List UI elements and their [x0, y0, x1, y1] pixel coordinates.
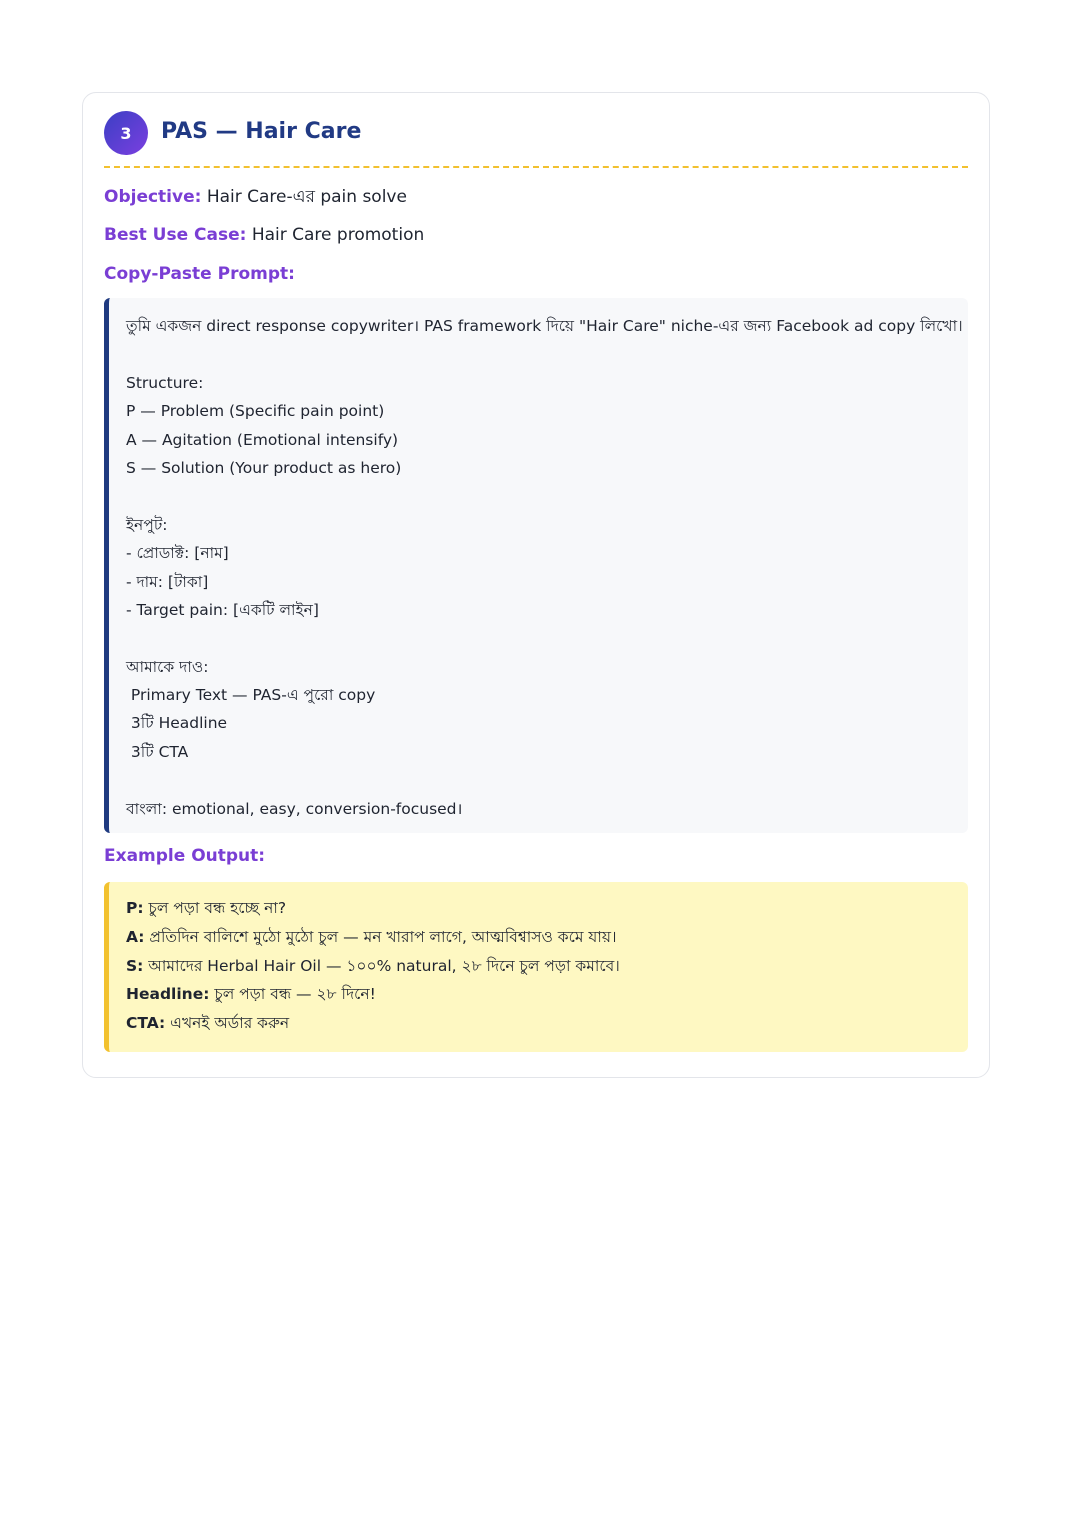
prompt-line: P — Problem (Specific pain point)	[126, 402, 385, 421]
dashed-divider	[104, 166, 968, 168]
best-use-case-value: Hair Care promotion	[251, 225, 425, 245]
example-text: এখনই অর্ডার করুন	[165, 1014, 290, 1033]
prompt-line	[126, 482, 952, 510]
card-number-badge: 3	[104, 111, 148, 155]
prompt-line: - দাম: [টাকা]	[126, 572, 209, 591]
example-text: আমাদের Herbal Hair Oil — ১০০% natural, ২৮ দিনে চুল পড়া কমাবে।	[143, 956, 620, 975]
prompt-line: S — Solution (Your product as hero)	[126, 458, 402, 477]
example-line-cta	[126, 1009, 952, 1038]
example-key: P:	[126, 899, 144, 917]
prompt-line: Primary Text — PAS-এ পুরো copy	[126, 686, 376, 705]
objective-label: Objective:	[104, 187, 202, 207]
prompt-box[interactable]	[104, 298, 968, 833]
example-text: চুল পড়া বন্ধ — ২৮ দিনে!	[209, 985, 376, 1004]
objective-line	[104, 185, 407, 209]
example-line-agitation	[126, 923, 952, 952]
objective-value: Hair Care-এর pain solve	[206, 187, 407, 207]
prompt-line	[126, 766, 952, 794]
prompt-line	[126, 340, 952, 368]
prompt-line: - প্রোডাক্ট: [নাম]	[126, 544, 229, 563]
prompt-line: - Target pain: [একটি লাইন]	[126, 600, 319, 619]
example-text: প্রতিদিন বালিশে মুঠো মুঠো চুল — মন খারাপ লাগে, আত্মবিশ্বাসও কমে যায়।	[144, 927, 617, 946]
example-key: CTA:	[126, 1014, 166, 1033]
prompt-line: বাংলা: emotional, easy, conversion-focused।	[126, 799, 463, 818]
example-section-label: Example Output:	[104, 846, 266, 866]
prompt-line: Structure:	[126, 373, 204, 392]
example-line-headline	[126, 980, 952, 1009]
best-use-case-label: Best Use Case:	[104, 225, 247, 245]
example-text: চুল পড়া বন্ধ হচ্ছে না?	[143, 899, 287, 917]
example-key: A:	[126, 927, 145, 946]
example-line-solution	[126, 952, 952, 981]
prompt-line: তুমি একজন direct response copywriter। PAS framework দিয়ে "Hair Care" niche-এর জন্য Facebook ad copy লিখো।	[126, 317, 963, 335]
example-key: Headline:	[126, 985, 210, 1004]
example-output-box	[104, 882, 968, 1052]
prompt-section-label: Copy-Paste Prompt:	[104, 264, 295, 284]
prompt-line: আমাকে দাও:	[126, 657, 209, 676]
prompt-line	[126, 624, 952, 652]
example-key: S:	[126, 956, 144, 975]
example-line-problem	[126, 894, 952, 923]
best-use-case-line	[104, 223, 424, 247]
prompt-line: ইনপুট:	[126, 515, 168, 534]
prompt-card	[82, 92, 990, 1078]
prompt-line: 3টি Headline	[126, 714, 228, 733]
prompt-line: A — Agitation (Emotional intensify)	[126, 430, 399, 449]
card-title: PAS — Hair Care	[161, 119, 362, 144]
prompt-line: 3টি CTA	[126, 742, 189, 761]
